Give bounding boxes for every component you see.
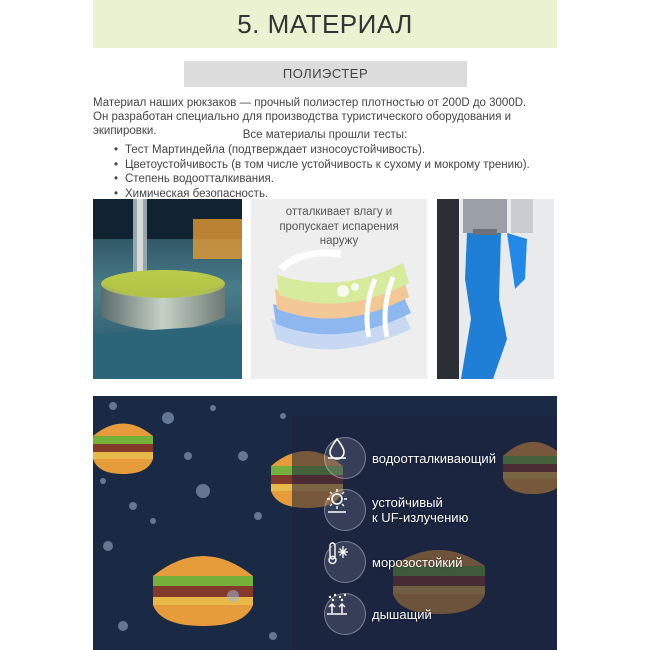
snowflake-icon	[324, 541, 366, 583]
page-title: 5. МАТЕРИАЛ	[237, 9, 413, 39]
feature-label: дышащий	[372, 606, 432, 622]
sun-icon	[324, 489, 366, 531]
feature-label: устойчивый	[372, 495, 443, 510]
membrane-caption	[251, 205, 427, 249]
subheader-band	[184, 61, 467, 87]
feature-label: к UF-излучению	[372, 510, 469, 525]
list-item: • Тест Мартиндейла (подтверждает износоустойчивость).	[114, 143, 530, 158]
feature-item	[324, 436, 496, 480]
intro-line: Он разработан специально для производства туристического оборудования и экипировки.	[93, 111, 512, 137]
feature-label: водоотталкивающий	[372, 450, 496, 466]
feature-item	[324, 488, 468, 532]
abrasion-test-photo	[93, 199, 242, 379]
feature-item	[324, 592, 432, 636]
intro-line: Материал наших рюкзаков — прочный полиэстер плотностью от 200D до 3000D.	[93, 97, 527, 109]
caption-line: отталкивает влагу и	[285, 206, 393, 218]
features-panel	[292, 416, 557, 650]
list-item: • Степень водоотталкивания.	[114, 172, 530, 187]
fabric-pattern	[93, 396, 557, 650]
water-drop-icon	[324, 437, 366, 479]
tests-list	[114, 143, 530, 201]
list-item: • Цветоустойчивость (в том числе устойчивость к сухому и мокрому трению).	[114, 158, 530, 173]
section-title: ПОЛИЭСТЕР	[282, 66, 369, 81]
membrane-diagram	[251, 199, 427, 379]
strap-test-photo	[437, 199, 554, 379]
burger-icon	[93, 424, 153, 475]
list-item: • Химическая безопасность.	[114, 187, 530, 202]
caption-line: наружу	[319, 235, 359, 247]
breathable-icon	[324, 593, 366, 635]
header-band	[93, 0, 557, 48]
feature-item	[324, 540, 463, 584]
tests-title: Все материалы прошли тесты:	[242, 129, 408, 141]
feature-label: морозостойкий	[372, 554, 463, 570]
burger-icon	[153, 556, 253, 626]
caption-line: пропускает испарения	[279, 220, 399, 233]
